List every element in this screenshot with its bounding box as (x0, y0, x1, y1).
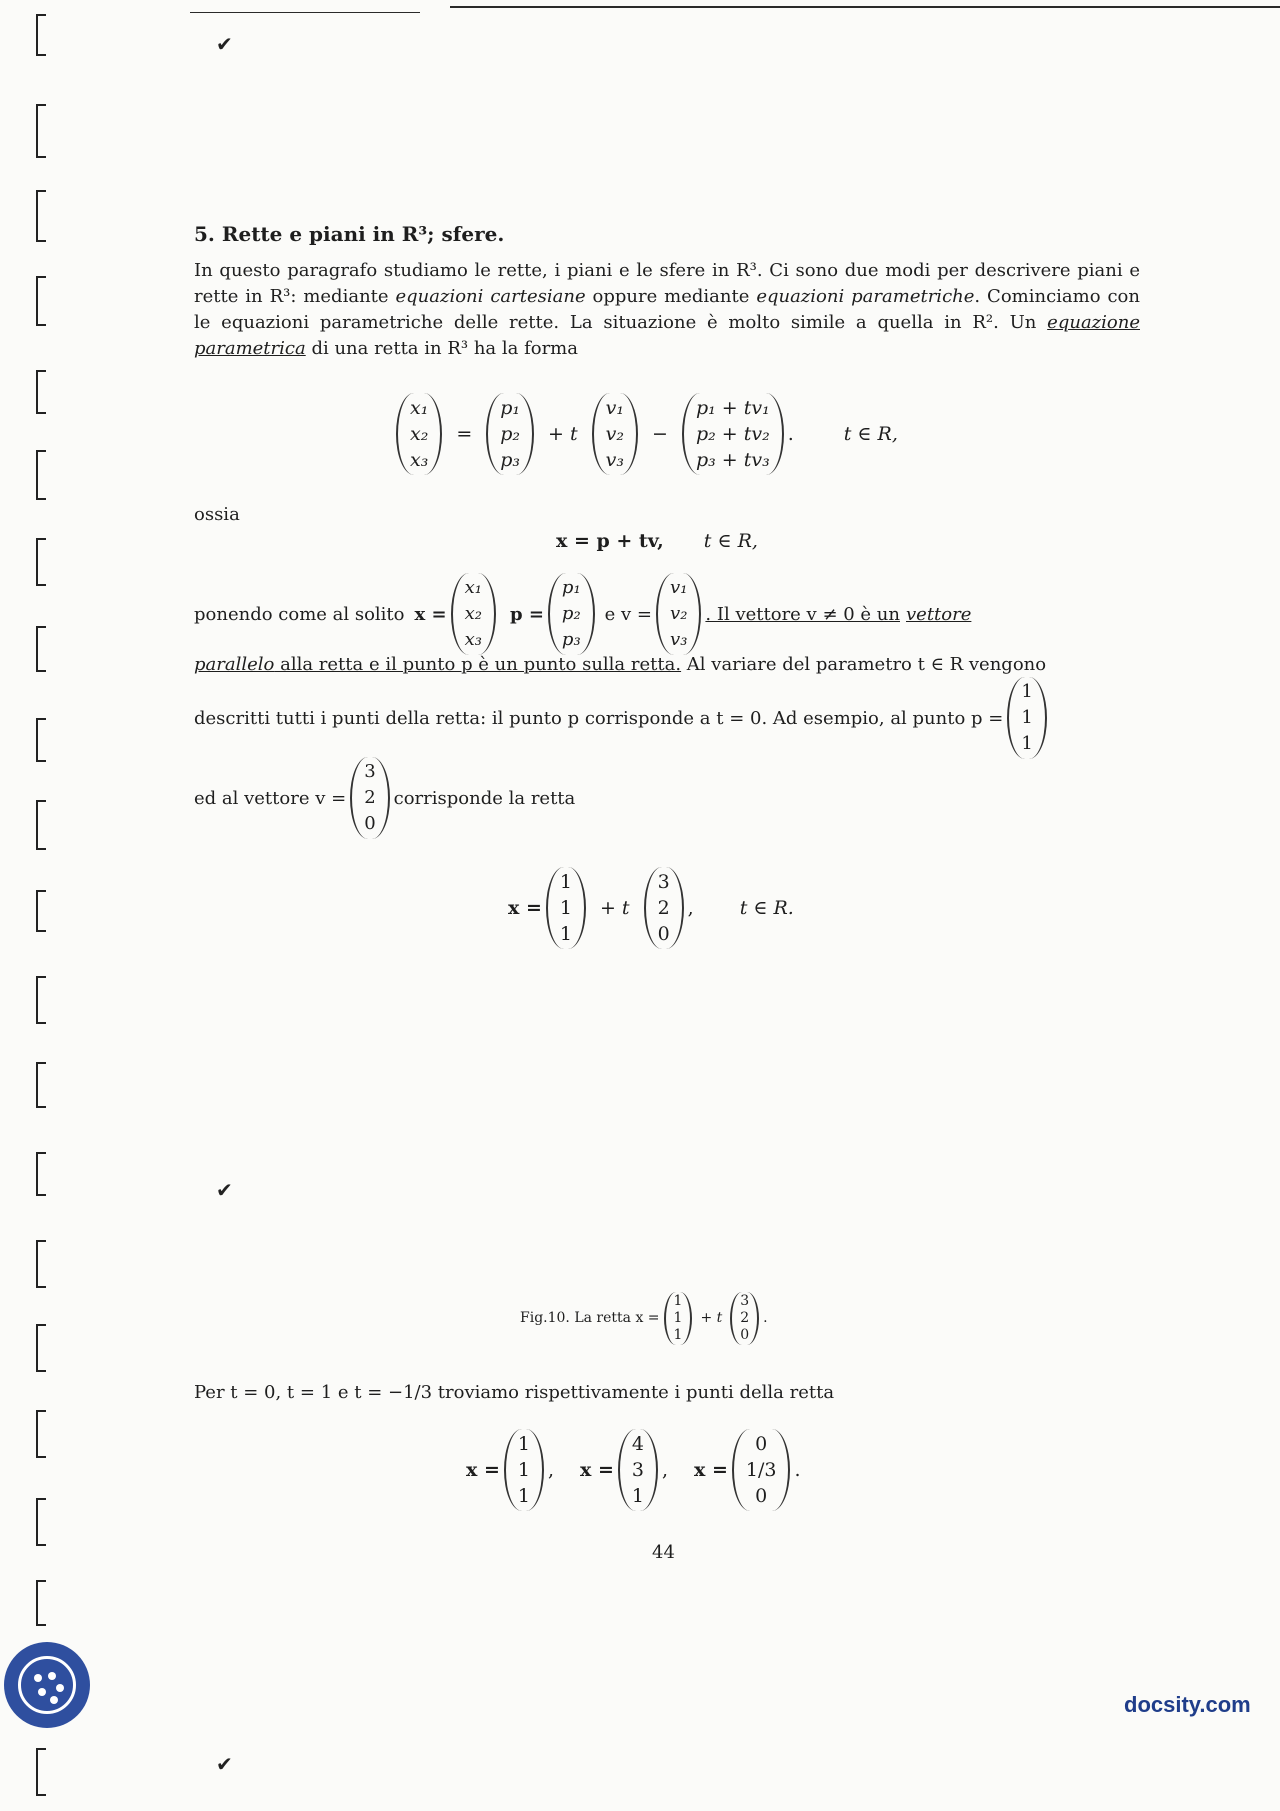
example-text: ed al vettore v = (194, 787, 347, 809)
label-v: e v = (604, 603, 653, 625)
page-number: 44 (652, 1542, 675, 1563)
binder-mark (36, 276, 46, 326)
vector-entry: 1 (673, 1326, 683, 1343)
term-parametric: equazioni parametriche (756, 286, 975, 307)
label-x: x = (414, 603, 447, 625)
equation-lhs: x = (694, 1459, 728, 1481)
vector-point-a (504, 1429, 544, 1511)
vector-entry: 3 (631, 1459, 644, 1481)
vector-entry: 1 (559, 871, 572, 893)
binder-mark (36, 1152, 46, 1196)
ossia-text: ossia (194, 504, 240, 525)
vector-entry: x₂ (464, 603, 482, 624)
binder-mark (36, 800, 46, 850)
scan-mark-icon: ✔ (216, 32, 233, 56)
parameter-domain: t ∈ R, (703, 530, 758, 552)
vector-entry: p₁ (561, 577, 581, 598)
vector-v-example (350, 757, 389, 839)
vector-direction (730, 1292, 759, 1345)
vector-entry: 1 (517, 1433, 530, 1455)
binder-mark (36, 890, 46, 932)
vector-entry: 1 (631, 1485, 644, 1507)
equation-lhs: x = (508, 897, 542, 919)
vector-entry: 1 (517, 1459, 530, 1481)
posing-row (194, 572, 1140, 656)
top-rule-left (190, 12, 420, 13)
vector-entry: x₂ (410, 423, 429, 445)
example-vector-row (194, 756, 575, 840)
operator: − (652, 423, 668, 445)
vector-entry: 1 (1021, 707, 1033, 728)
vector-point-c (732, 1429, 791, 1511)
vector-entry: 0 (657, 923, 670, 945)
vector-point (546, 867, 586, 949)
points-row (466, 1428, 801, 1512)
brand-link[interactable]: docsity.com (1124, 1692, 1251, 1717)
vector-entry: p₂ + tv₂ (695, 423, 770, 445)
binder-mark (36, 718, 46, 762)
parallel-text: Al variare del parametro t ∈ R vengono (681, 654, 1047, 675)
described-text: descritti tutti i punti della retta: il punto p corrisponde a t = 0. Ad esempio, al punto p = (194, 707, 1004, 729)
vector-entry: 1 (559, 897, 572, 919)
vector-entry: 2 (657, 897, 670, 919)
example-text: corrisponde la retta (393, 787, 576, 809)
binder-mark (36, 1580, 46, 1626)
binder-mark (36, 976, 46, 1024)
vector-point-b (618, 1429, 658, 1511)
vector-entry: 0 (364, 813, 376, 834)
binder-mark (36, 370, 46, 414)
vector-entry: 3 (740, 1292, 750, 1309)
binder-mark (36, 1748, 46, 1796)
vector-entry: v₃ (670, 629, 688, 650)
vector-entry: 3 (364, 761, 376, 782)
section-heading: 5. Rette e piani in R³; sfere. (194, 222, 505, 246)
posing-text: ponendo come al solito (194, 603, 405, 625)
term-parametric-equation: equazione parametrica (194, 312, 1140, 359)
vector-entry: 3 (657, 871, 670, 893)
vector-entry: 2 (740, 1309, 750, 1326)
punctuation: , (687, 897, 694, 919)
scan-mark-icon: ✔ (216, 1752, 233, 1776)
binder-mark (36, 450, 46, 500)
operator: + t (599, 897, 630, 919)
parallel-line (194, 652, 1140, 678)
vector-x (396, 393, 442, 475)
punctuation: , (547, 1459, 555, 1481)
vector-p-example (1007, 677, 1046, 759)
vector-entry: p₂ (561, 603, 581, 624)
vector-entry: 0 (755, 1485, 768, 1507)
vector-entry: v₂ (670, 603, 688, 624)
equation-vector-form (556, 530, 758, 552)
intro-text: In questo paragrafo studiamo le rette, i piani e le sfere in R³. Ci sono due modi per descrivere piani e rette in R³: mediante (194, 260, 1140, 307)
described-row (194, 676, 1051, 760)
vector-sum (682, 393, 784, 475)
parallel-text: alla retta e il punto p è un punto sulla retta. (274, 654, 682, 675)
vector-x (451, 573, 496, 655)
vector-point (664, 1292, 693, 1345)
vector-entry: 0 (740, 1326, 750, 1343)
vector-v (592, 393, 638, 475)
vector-p (486, 393, 534, 475)
vector-entry: x₃ (464, 629, 482, 650)
caption-text: Fig.10. La retta x = (520, 1310, 660, 1326)
binder-mark (36, 626, 46, 672)
intro-text: oppure mediante (585, 286, 757, 307)
equation-example-line (508, 866, 794, 950)
punctuation: . (787, 423, 794, 445)
vector-p (548, 573, 595, 655)
intro-text: di una retta in R³ ha la forma (305, 338, 578, 359)
vector-entry: 1 (673, 1309, 683, 1326)
points-text: Per t = 0, t = 1 e t = −1/3 troviamo rispettivamente i punti della retta (194, 1382, 835, 1403)
vector-entry: p₃ + tv₃ (695, 449, 770, 471)
vector-entry: p₁ (500, 397, 521, 419)
vector-direction (644, 867, 684, 949)
term-vettore: vettore (906, 603, 972, 625)
figure-caption (520, 1288, 768, 1348)
binder-mark (36, 190, 46, 242)
punctuation: , (661, 1459, 669, 1481)
vector-entry: 1 (517, 1485, 530, 1507)
binder-mark (36, 1062, 46, 1108)
nonzero-vector-text: . Il vettore v ≠ 0 è un (705, 603, 900, 625)
binder-mark (36, 1410, 46, 1458)
vector-entry: p₃ (500, 449, 521, 471)
term-cartesian: equazioni cartesiane (395, 286, 586, 307)
binder-mark (36, 538, 46, 586)
equation-parametric-form (392, 392, 898, 476)
term-parallelo: parallelo (194, 654, 275, 675)
vector-entry: v₃ (605, 449, 625, 471)
vector-entry: 1 (673, 1292, 683, 1309)
punctuation: . (763, 1310, 768, 1326)
vector-entry: v₁ (605, 397, 625, 419)
vector-entry: v₁ (670, 577, 688, 598)
vector-entry: x₃ (410, 449, 429, 471)
vector-entry: 0 (755, 1433, 768, 1455)
vector-entry: 2 (364, 787, 376, 808)
binder-mark (36, 14, 46, 56)
label-p: p = (509, 603, 544, 625)
equation-lhs: x = (580, 1459, 614, 1481)
binder-mark (36, 104, 46, 158)
vector-v (656, 573, 701, 655)
vector-entry: p₁ + tv₁ (695, 397, 770, 419)
top-rule (450, 6, 1280, 8)
equation-lhs: x = p + tv, (556, 530, 664, 552)
vector-entry: v₂ (605, 423, 625, 445)
punctuation: . (794, 1459, 801, 1481)
vector-entry: x₁ (410, 397, 429, 419)
vector-entry: 4 (631, 1433, 644, 1455)
vector-entry: 1 (1021, 681, 1033, 702)
vector-entry: 1 (559, 923, 572, 945)
intro-text: . Cominciamo con le equazioni parametriche delle rette. La situazione è molto simile a quella in R². Un (194, 286, 1140, 333)
binder-mark (36, 1498, 46, 1546)
docsity-logo-icon[interactable] (4, 1642, 90, 1728)
operator: + t (548, 423, 578, 445)
binder-mark (36, 1324, 46, 1372)
vector-entry: 1 (1021, 733, 1033, 754)
parameter-domain: t ∈ R. (739, 897, 794, 919)
scan-mark-icon: ✔ (216, 1178, 233, 1202)
binder-mark (36, 1240, 46, 1288)
vector-entry: x₁ (464, 577, 482, 598)
intro-paragraph (194, 258, 1140, 362)
parameter-domain: t ∈ R, (843, 423, 898, 445)
operator: = (456, 423, 473, 445)
vector-entry: p₂ (500, 423, 521, 445)
vector-entry: p₃ (561, 629, 581, 650)
operator: + t (700, 1310, 723, 1326)
vector-entry: 1/3 (745, 1459, 777, 1481)
equation-lhs: x = (466, 1459, 500, 1481)
